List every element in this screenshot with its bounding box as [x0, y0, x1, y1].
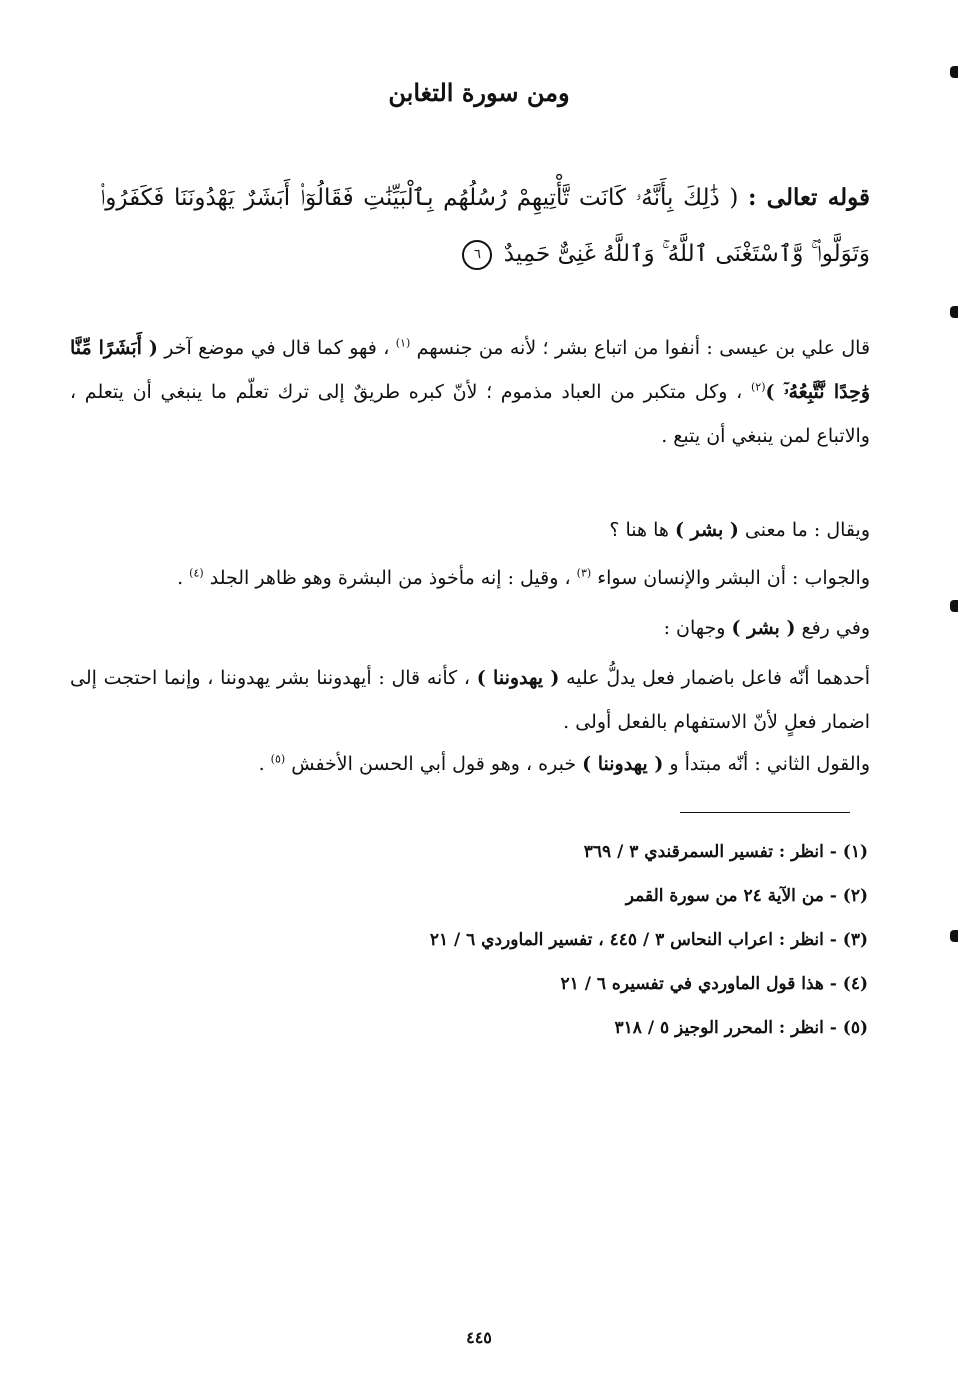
p3-text-b: ، وقيل : إنه مأخوذ من البشرة وهو ظاهر الجلد	[209, 567, 571, 589]
p1-text-b: ، فهو كما قال في موضع آخر	[164, 337, 390, 359]
binding-mark	[950, 930, 958, 942]
commentary-paragraph-3	[70, 556, 870, 600]
p3-text-a: والجواب : أن البشر والإنسان سواء	[597, 567, 870, 589]
p4-text-a: وفي رفع	[801, 617, 870, 639]
footnote-5: (٥) - انظر : المحرر الوجيز ٥ / ٣١٨	[614, 1018, 868, 1038]
binding-mark	[950, 306, 958, 318]
p2-text-a: ويقال : ما معنى	[744, 519, 870, 541]
footnote-ref-4: (٤)	[189, 566, 204, 580]
quran-verse	[100, 170, 870, 282]
footnote-ref-2: (٢)	[750, 380, 766, 394]
p3-text-c: .	[177, 567, 184, 589]
verse-text: ( ذَٰلِكَ بِأَنَّهُۥ كَانَت تَّأْتِيهِمْ رُسُلُهُم بِٱلْبَيِّنَٰتِ فَقَالُوٓا۟ أَبَشَرٌ يَهْدُونَنَا فَكَفَرُوا۟ وَتَوَلَّوا۟ ۚ وَّٱسْتَغْنَى ٱللَّهُ ۚ وَٱللَّهُ غَنِىٌّ حَمِيدٌ	[100, 185, 870, 267]
surah-heading: ومن سورة التغابن	[388, 78, 570, 107]
p6-text-c: خبره ، وهو قول أبي الحسن الأخفش	[291, 753, 577, 775]
p4-text-c: وجهان :	[663, 617, 726, 639]
commentary-paragraph-5	[70, 656, 870, 744]
footnotes-list	[70, 836, 868, 1056]
footnote-ref-3: (٣)	[576, 566, 592, 580]
p5-text-a: أحدهما أنّه فاعل باضمار فعل يدلُّ عليه	[566, 667, 871, 689]
p4-term: ( بشر )	[731, 617, 796, 639]
binding-mark	[950, 600, 958, 612]
p2-text-c: ها هنا ؟	[609, 519, 669, 541]
p1-text-a: قال علي بن عيسى : أنفوا من اتباع بشر ؛ لأنه من جنسهم	[416, 337, 871, 359]
p1-quote: ( أَبَشَرًا مِّنَّا وَٰحِدًا نَّتَّبِعُهُۥٓ )	[70, 337, 870, 403]
footnote-3: (٣) - انظر : اعراب النحاس ٣ / ٤٤٥ ، تفسير الماوردي ٦ / ٢١	[429, 930, 868, 950]
footnote-divider	[680, 812, 850, 813]
p6-term: ( يهدوننا )	[582, 753, 664, 775]
commentary-paragraph-1	[70, 326, 870, 458]
footnote-4: (٤) - هذا قول الماوردي في تفسيره ٦ / ٢١	[560, 974, 868, 994]
verse-intro: قوله تعالى :	[747, 184, 870, 211]
verse-number-marker: ٦	[462, 240, 492, 270]
p6-text-d: .	[258, 753, 265, 775]
commentary-paragraph-2	[70, 508, 870, 552]
commentary-paragraph-6	[70, 742, 870, 786]
footnote-2: (٢) - من الآية ٢٤ من سورة القمر	[625, 886, 868, 906]
p6-text-a: والقول الثاني : أنّه مبتدأ و	[669, 753, 870, 775]
page-number: ٤٤٥	[466, 1328, 492, 1347]
binding-mark	[950, 66, 958, 78]
footnote-ref-5: (٥)	[270, 752, 286, 766]
footnote-ref-1: (١)	[395, 336, 411, 350]
p2-term: ( بشر )	[674, 519, 739, 541]
p1-text-c: ، وكل متكبر من العباد مذموم ؛ لأنّ كبره طريقٌ إلى ترك تعلّم ما ينبغي أن يتعلم ، والاتباع لمن ينبغي أن يتبع .	[70, 381, 870, 447]
p5-term: ( يهدوننا )	[476, 667, 560, 689]
footnote-1: (١) - انظر : تفسير السمرقندي ٣ / ٣٦٩	[583, 842, 868, 862]
p5-text-c: ، كأنه قال : أيهدوننا بشر يهدوننا ، وإنما احتجت إلى اضمار فعلٍ لأنّ الاستفهام بالفعل أولى .	[70, 667, 870, 733]
commentary-paragraph-4	[70, 606, 870, 650]
